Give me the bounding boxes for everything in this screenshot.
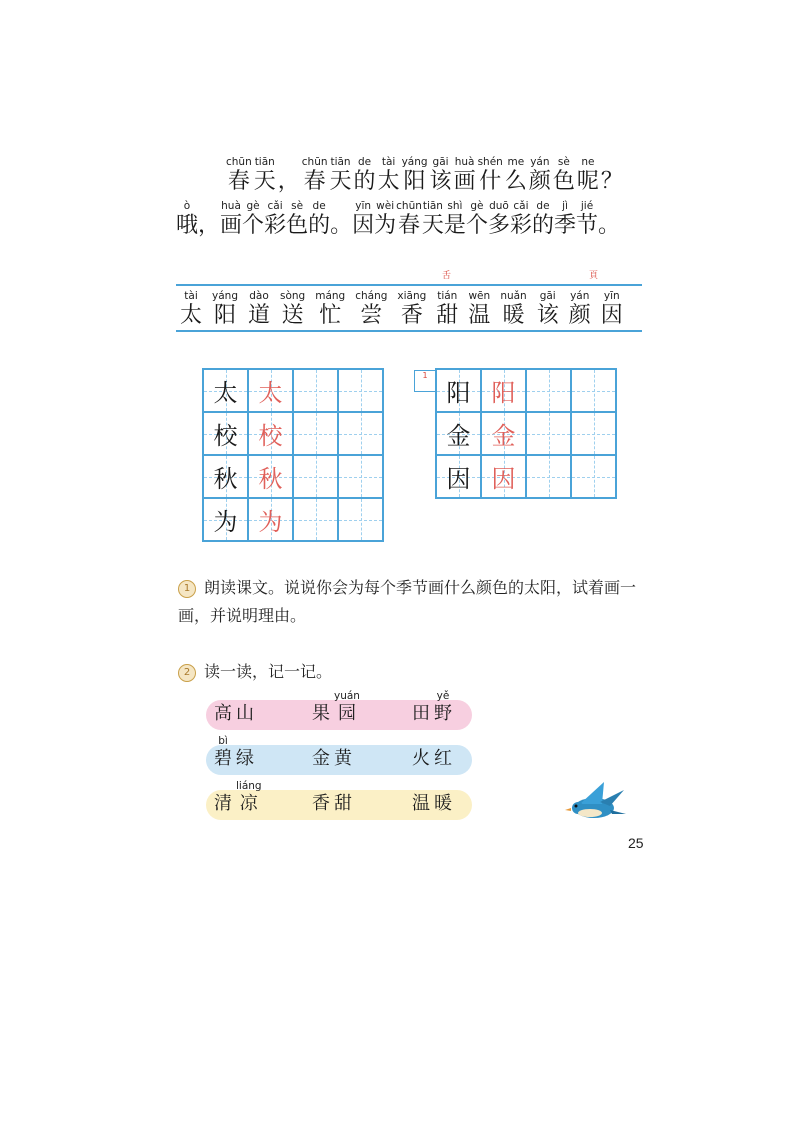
ruby-char — [214, 780, 232, 815]
task-1-text: 朗读课文。说说你会为每个季节画什么颜色的太阳，试着画一画，并说明理由。 — [178, 578, 637, 625]
hanzi: 什 — [479, 169, 502, 194]
pinyin: duō — [489, 200, 509, 212]
pinyin: jì — [562, 200, 568, 212]
ruby-char — [315, 290, 345, 329]
pinyin: jié — [580, 200, 594, 212]
grid-cell — [338, 498, 383, 541]
ruby-char — [478, 156, 503, 195]
ruby-char — [214, 690, 232, 725]
pinyin: tiān — [330, 156, 351, 168]
grid-cell — [248, 455, 293, 498]
ruby-char — [500, 290, 526, 329]
pinyin: de — [312, 200, 326, 212]
vocab-bottom-rule — [176, 330, 642, 332]
hanzi: 凉 — [239, 793, 258, 814]
pinyin: gāi — [432, 156, 449, 168]
grid-cell — [571, 412, 616, 455]
ruby-char — [180, 290, 202, 329]
pinyin: máng — [315, 290, 346, 302]
pinyin: huà — [221, 200, 241, 212]
grid-cell — [338, 412, 383, 455]
grid-cell — [436, 455, 481, 498]
ruby-char — [226, 156, 252, 195]
hanzi: 绿 — [236, 748, 254, 769]
hanzi: 颜 — [568, 303, 591, 328]
ruby-char — [434, 735, 452, 770]
hanzi: 春 — [303, 169, 326, 194]
ruby-char — [330, 156, 352, 195]
grid-cell — [203, 498, 248, 541]
hanzi: 该 — [429, 169, 452, 194]
hanzi: 多 — [487, 213, 510, 238]
word — [312, 690, 364, 725]
ruby-char — [434, 690, 452, 725]
hanzi: 尝 — [360, 303, 383, 328]
vocab-top-rule — [176, 284, 642, 286]
hanzi: 温 — [468, 303, 491, 328]
vocab-row — [180, 290, 633, 329]
grid-marker — [414, 370, 436, 392]
hanzi: 园 — [337, 703, 356, 724]
radical-stamp: 頁 — [589, 271, 599, 281]
ruby-char — [510, 200, 532, 239]
grid-cell — [293, 369, 338, 412]
pinyin: yuán — [334, 690, 360, 702]
task-2 — [178, 658, 332, 686]
grid-cell — [338, 455, 383, 498]
hanzi: 火 — [412, 748, 430, 769]
pinyin: sè — [557, 156, 570, 168]
ruby-char — [466, 200, 488, 239]
hanzi: 黄 — [334, 748, 352, 769]
punctuation: 。 — [598, 213, 621, 238]
hanzi: 的 — [353, 169, 376, 194]
hanzi: 山 — [236, 703, 254, 724]
hanzi: 春 — [398, 213, 421, 238]
ruby-char — [412, 735, 430, 770]
hanzi: 的 — [531, 213, 554, 238]
word — [312, 780, 356, 815]
ruby-char — [212, 290, 238, 329]
pinyin: yán — [570, 290, 590, 302]
hanzi: 暖 — [434, 793, 452, 814]
hanzi: 色 — [286, 213, 309, 238]
ruby-char — [352, 200, 374, 239]
pinyin: yīn — [603, 290, 620, 302]
pinyin: chūn — [226, 156, 252, 168]
hanzi: 碧 — [214, 748, 232, 769]
ruby-char — [355, 290, 387, 329]
hanzi: 阳 — [213, 303, 236, 328]
pinyin: yě — [436, 690, 450, 702]
hanzi: 画 — [453, 169, 476, 194]
grid-cell — [571, 369, 616, 412]
pinyin: ne — [581, 156, 595, 168]
ruby-char — [576, 200, 598, 239]
grid-cell — [481, 455, 526, 498]
hanzi: 天 — [329, 169, 352, 194]
ruby-char — [554, 200, 576, 239]
hanzi: 温 — [412, 793, 430, 814]
hanzi: 太 — [180, 303, 203, 328]
pinyin: gè — [246, 200, 260, 212]
trace-character: 阳 — [491, 379, 516, 407]
pinyin: tiān — [422, 200, 443, 212]
word — [412, 690, 456, 725]
grid-cell — [436, 369, 481, 412]
pinyin: shén — [477, 156, 503, 168]
word — [412, 780, 456, 815]
hanzi: 的 — [308, 213, 331, 238]
ruby-char — [236, 690, 254, 725]
writing-grid-left — [202, 368, 384, 542]
model-character: 秋 — [213, 465, 238, 493]
grid-cell — [481, 412, 526, 455]
hanzi: 该 — [536, 303, 559, 328]
ruby-char — [529, 156, 551, 195]
hanzi: 忙 — [319, 303, 342, 328]
ruby-char — [280, 290, 305, 329]
pinyin: chūn — [396, 200, 422, 212]
ruby-char — [176, 200, 198, 239]
task-2-text: 读一读，记一记。 — [204, 662, 333, 681]
grid-cell — [248, 412, 293, 455]
hanzi: 野 — [434, 703, 452, 724]
hanzi: 彩 — [264, 213, 287, 238]
grid-cell — [481, 369, 526, 412]
grid-cell — [293, 455, 338, 498]
pinyin: gè — [470, 200, 484, 212]
pinyin: tài — [184, 290, 198, 302]
ruby-char — [444, 200, 466, 239]
hanzi: 季 — [554, 213, 577, 238]
grid-cell — [293, 412, 338, 455]
ruby-char — [334, 690, 360, 725]
trace-character: 为 — [258, 508, 283, 536]
pinyin: yīn — [355, 200, 372, 212]
ruby-char — [436, 290, 458, 329]
pinyin: yáng — [212, 290, 238, 302]
hanzi: 清 — [214, 793, 232, 814]
pinyin: shì — [447, 200, 463, 212]
task-number-badge: 2 — [178, 664, 196, 682]
ruby-char — [312, 690, 330, 725]
ruby-char — [334, 780, 352, 815]
pinyin: dào — [249, 290, 269, 302]
grid-cell — [203, 412, 248, 455]
ruby-char — [412, 690, 430, 725]
ruby-char — [396, 200, 422, 239]
pinyin: gāi — [539, 290, 556, 302]
hanzi: 颜 — [528, 169, 551, 194]
radical-stamp: 舌 — [442, 271, 452, 281]
ruby-char — [434, 780, 452, 815]
model-character: 因 — [446, 465, 471, 493]
ruby-char — [374, 200, 396, 239]
poem-line-1 — [226, 156, 625, 195]
pinyin: liáng — [236, 780, 262, 792]
bird-icon — [560, 780, 630, 824]
ruby-char — [286, 200, 308, 239]
grid-cell — [203, 369, 248, 412]
hanzi: 香 — [312, 793, 330, 814]
pinyin: tián — [437, 290, 458, 302]
hanzi: 香 — [400, 303, 423, 328]
ruby-char — [402, 156, 428, 195]
trace-character: 秋 — [258, 465, 283, 493]
poem-line-2 — [176, 200, 620, 239]
pinyin: nuǎn — [500, 290, 527, 302]
pinyin: chūn — [301, 156, 328, 168]
hanzi: 个 — [242, 213, 265, 238]
ruby-char — [601, 290, 623, 329]
ruby-char — [308, 200, 330, 239]
task-number-badge: 1 — [178, 580, 196, 598]
hanzi: 是 — [443, 213, 466, 238]
ruby-char — [312, 780, 330, 815]
ruby-char — [537, 290, 559, 329]
grid-cell — [436, 412, 481, 455]
ruby-char — [248, 290, 270, 329]
hanzi: 果 — [312, 703, 330, 724]
ruby-char — [532, 200, 554, 239]
trace-character: 金 — [491, 422, 516, 450]
ruby-char — [569, 290, 591, 329]
pinyin: cǎi — [513, 200, 529, 212]
hanzi: 么 — [504, 169, 527, 194]
punctuation: ， — [277, 169, 300, 194]
ruby-char — [454, 156, 476, 195]
ruby-char — [220, 200, 242, 239]
ruby-char — [312, 735, 330, 770]
ruby-char — [242, 200, 264, 239]
word — [312, 735, 356, 770]
pinyin: sè — [291, 200, 304, 212]
ruby-char — [236, 780, 262, 815]
grid-cell — [526, 455, 571, 498]
grid-cell — [248, 369, 293, 412]
hanzi: 阳 — [403, 169, 426, 194]
hanzi: 田 — [412, 703, 430, 724]
ruby-char — [505, 156, 527, 195]
ruby-char — [422, 200, 444, 239]
punctuation: 。 — [330, 213, 353, 238]
word — [412, 735, 456, 770]
hanzi: 画 — [220, 213, 243, 238]
pinyin: yáng — [401, 156, 428, 168]
ruby-char — [577, 156, 599, 195]
page-number: 25 — [628, 835, 644, 851]
ruby-char — [236, 735, 254, 770]
ruby-char — [334, 735, 352, 770]
grid-cell — [203, 455, 248, 498]
pinyin: me — [507, 156, 525, 168]
punctuation: ？ — [600, 169, 623, 194]
hanzi: 哦 — [176, 213, 199, 238]
grid-cell — [338, 369, 383, 412]
ruby-char — [378, 156, 400, 195]
trace-character: 校 — [258, 422, 283, 450]
hanzi: 甜 — [334, 793, 352, 814]
pinyin: cháng — [355, 290, 388, 302]
pinyin: cǎi — [267, 200, 283, 212]
pinyin: de — [357, 156, 372, 168]
trace-character: 因 — [491, 465, 516, 493]
hanzi: 天 — [253, 169, 276, 194]
hanzi: 天 — [421, 213, 444, 238]
word — [214, 780, 266, 815]
hanzi: 春 — [227, 169, 250, 194]
hanzi: 个 — [465, 213, 488, 238]
task-1 — [178, 574, 648, 630]
trace-character: 太 — [258, 379, 283, 407]
hanzi: 太 — [377, 169, 400, 194]
hanzi: 呢 — [576, 169, 599, 194]
ruby-char — [488, 200, 510, 239]
model-character: 校 — [213, 422, 238, 450]
model-character: 为 — [213, 508, 238, 536]
hanzi: 道 — [247, 303, 270, 328]
grid-cell — [248, 498, 293, 541]
writing-grid-right — [435, 368, 617, 499]
hanzi: 高 — [214, 703, 232, 724]
pinyin: tài — [381, 156, 396, 168]
ruby-char — [354, 156, 376, 195]
grid-cell — [571, 455, 616, 498]
hanzi: 色 — [552, 169, 575, 194]
ruby-char — [430, 156, 452, 195]
pinyin: de — [536, 200, 550, 212]
hanzi: 红 — [434, 748, 452, 769]
hanzi: 金 — [312, 748, 330, 769]
ruby-char — [553, 156, 575, 195]
punctuation: ， — [198, 213, 221, 238]
pinyin: xiāng — [397, 290, 427, 302]
model-character: 金 — [446, 422, 471, 450]
pinyin: ò — [183, 200, 191, 212]
pinyin: wèi — [376, 200, 395, 212]
ruby-char — [302, 156, 328, 195]
ruby-char — [412, 780, 430, 815]
pinyin: bì — [218, 735, 228, 747]
pinyin: sòng — [280, 290, 306, 302]
pinyin: huà — [454, 156, 475, 168]
model-character: 阳 — [446, 379, 471, 407]
hanzi: 彩 — [509, 213, 532, 238]
hanzi: 为 — [374, 213, 397, 238]
model-character: 太 — [213, 379, 238, 407]
word — [214, 735, 258, 770]
pinyin: tiān — [254, 156, 275, 168]
hanzi: 送 — [281, 303, 304, 328]
word — [214, 690, 258, 725]
ruby-char — [397, 290, 426, 329]
pinyin: wēn — [468, 290, 491, 302]
pinyin: yán — [530, 156, 550, 168]
ruby-char — [264, 200, 286, 239]
hanzi: 因 — [352, 213, 375, 238]
ruby-char — [214, 735, 232, 770]
grid-cell — [526, 369, 571, 412]
hanzi: 甜 — [436, 303, 459, 328]
ruby-char — [468, 290, 490, 329]
grid-marker-label: 1 — [422, 371, 428, 380]
grid-cell — [293, 498, 338, 541]
hanzi: 节 — [576, 213, 599, 238]
hanzi: 因 — [600, 303, 623, 328]
hanzi: 暖 — [502, 303, 525, 328]
grid-cell — [526, 412, 571, 455]
ruby-char — [254, 156, 276, 195]
